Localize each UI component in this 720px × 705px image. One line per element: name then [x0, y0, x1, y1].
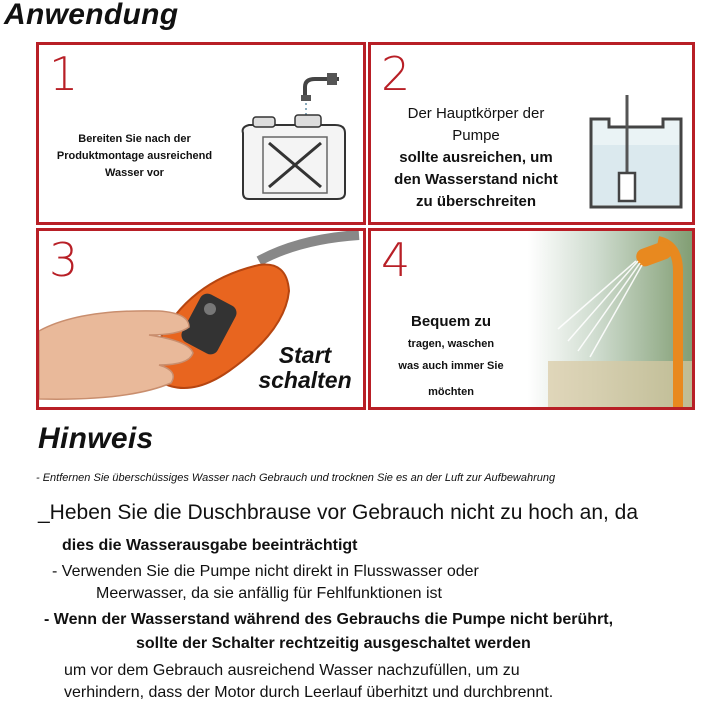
step-3-line1: Start	[278, 342, 332, 368]
step-panel-4	[368, 228, 695, 410]
step-3-text	[245, 343, 365, 393]
step-2-line5: zu überschreiten	[415, 193, 537, 210]
step-panel-3	[36, 228, 366, 410]
step-number-1: 1	[49, 47, 79, 101]
step-2-line1: Der Hauptkörper der	[407, 105, 545, 122]
notice-heading: Hinweis	[38, 422, 154, 455]
container-icon	[581, 95, 691, 215]
note-5b: verhindern, dass der Motor durch Leerlauf überhitzt und durchbrennt.	[64, 684, 554, 701]
step-2-line3: sollte ausreichen, um	[399, 149, 553, 166]
step-4-line3: was auch immer Sie	[398, 360, 504, 372]
usage-heading: Anwendung	[4, 0, 179, 31]
note-4a: - Wenn der Wasserstand während des Gebrauchs die Pumpe nicht berührt,	[44, 611, 614, 628]
step-4-line1: Bequem zu	[410, 313, 491, 330]
canister-icon	[235, 71, 365, 201]
step-3-line2: schalten	[258, 367, 352, 393]
step-panel-1	[36, 42, 366, 225]
note-3b: Meerwasser, da sie anfällig für Fehlfunktionen ist	[96, 585, 442, 602]
step-panel-2	[368, 42, 695, 225]
shower-image	[528, 231, 695, 410]
faucet-icon	[301, 73, 339, 117]
note-3a: - Verwenden Sie die Pumpe nicht direkt in Flusswasser oder	[52, 563, 479, 580]
note-4b: sollte der Schalter rechtzeitig ausgeschaltet werden	[136, 635, 531, 652]
step-number-4: 4	[381, 233, 411, 287]
step-2-line2: Pumpe	[452, 127, 500, 144]
note-5a: um vor dem Gebrauch ausreichend Wasser nachzufüllen, um zu	[64, 662, 520, 679]
step-4-line2: tragen, waschen	[407, 338, 495, 350]
step-number-2: 2	[381, 47, 411, 101]
step-4-text	[391, 311, 511, 403]
step-4-line4: möchten	[428, 386, 474, 398]
note-2a: _Heben Sie die Duschbrause vor Gebrauch nicht zu hoch an, da	[38, 501, 639, 524]
note-2b: dies die Wasserausgabe beeinträchtigt	[62, 537, 358, 554]
step-1-text: Bereiten Sie nach der Produktmontage ausreichend Wasser vor	[56, 133, 213, 179]
step-2-line4: den Wasserstand nicht	[394, 171, 558, 188]
note-1: - Entfernen Sie überschüssiges Wasser nach Gebrauch und trocknen Sie es an der Luft zur Aufbewahrung	[36, 472, 556, 484]
step-number-3: 3	[49, 233, 79, 287]
step-2-text	[377, 103, 575, 213]
